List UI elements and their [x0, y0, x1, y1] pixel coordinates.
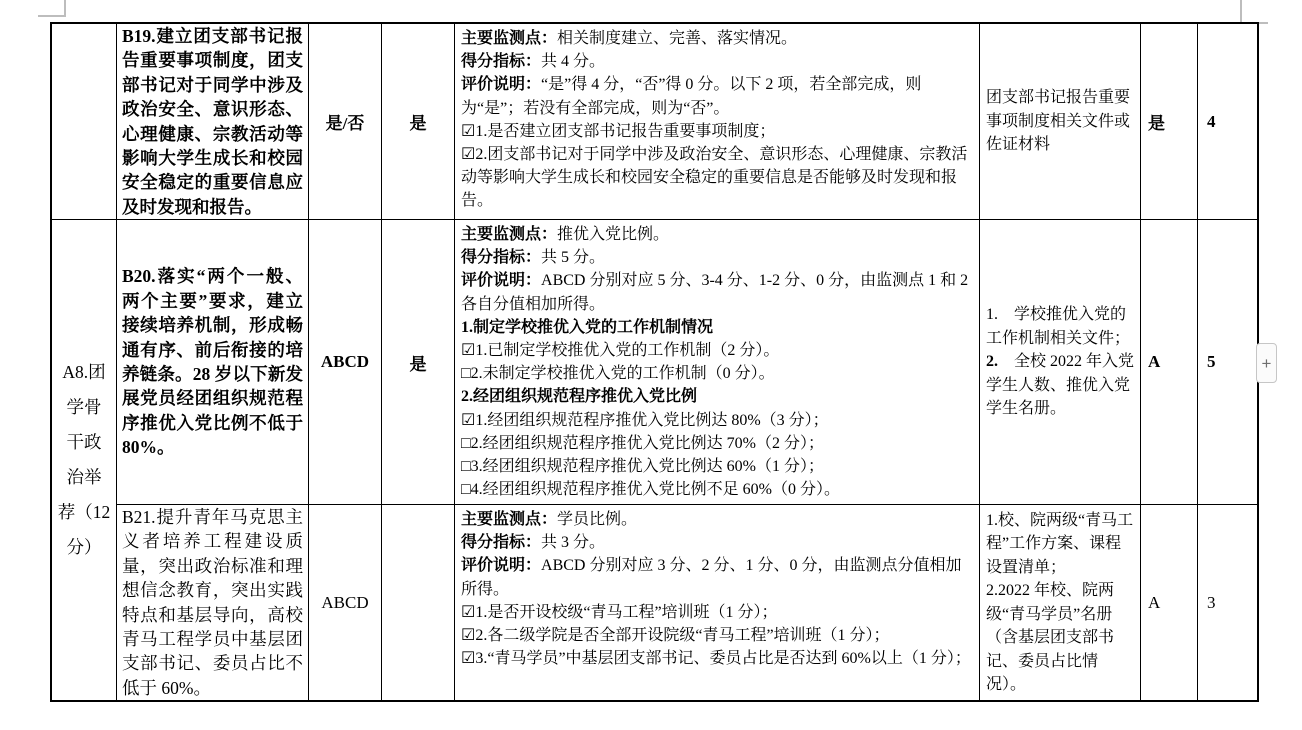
grade-cell-b21: A	[1141, 505, 1198, 700]
materials-cell-b21	[980, 505, 1141, 700]
detail-line	[461, 120, 976, 143]
detail-line-text: 共 5 分。	[541, 249, 606, 267]
answer-type-cell-b20: ABCD	[309, 220, 382, 505]
monitoring-detail-cell-b19	[455, 24, 980, 220]
materials-line-text: 1. 学校推优入党的工作机制相关文件；	[986, 306, 1131, 347]
page-corner-mark-top-left	[38, 15, 66, 17]
detail-lines-b20	[461, 223, 976, 501]
detail-line-label: 评价说明：	[461, 557, 542, 575]
detail-lines-b21	[461, 508, 976, 670]
detail-line	[461, 27, 976, 50]
detail-line	[461, 362, 976, 385]
category-label-line: 分）	[66, 537, 102, 557]
detail-line-text: 相关制度建立、完善、落实情况。	[557, 30, 798, 47]
detail-line	[461, 478, 976, 501]
category-label-line: 荐（12	[57, 502, 111, 522]
detail-line	[461, 223, 976, 246]
page-corner-mark-top-left	[64, 0, 66, 16]
score-cell-b19: 4	[1198, 24, 1257, 220]
materials-lines-b20	[986, 303, 1134, 421]
detail-line-label: 得分指标：	[461, 53, 542, 71]
criteria-text-b21: B21.提升青年马克思主义者培养工程建设质量，突出政治标准和理想信念教育，突出实践特点和基层导向，高校青马工程学员中基层团支部书记、委员占比不低于 60%。	[122, 506, 303, 698]
category-label-line: 治举	[66, 467, 102, 487]
materials-line-text: 2.2022 年校、院两级“青马学员”名册（含基层团支部书记、委员占比情况）。	[986, 582, 1115, 693]
detail-line	[461, 269, 976, 315]
detail-line-label: 主要监测点：	[461, 226, 558, 243]
detail-line-text: 学员比例。	[557, 511, 638, 528]
criteria-cell-b19	[117, 24, 309, 220]
criteria-text-b20: B20.落实“两个一般、两个主要”要求，建立接续培养机制，形成畅通有序、前后衔接的培养链条。28 岁以下新发展党员经团组织规范程序推优入党比例不低于80%。	[122, 266, 303, 458]
materials-lines-b19	[986, 86, 1134, 157]
monitoring-detail-cell-b21	[455, 505, 980, 700]
detail-line	[461, 624, 976, 647]
detail-line	[461, 554, 976, 600]
detail-line	[461, 339, 976, 362]
detail-line-label: 1.制定学校推优入党的工作机制情况	[461, 318, 714, 336]
insert-row-button[interactable]	[1256, 343, 1277, 383]
detail-line-label: 评价说明：	[461, 76, 542, 94]
evaluation-table	[50, 22, 1259, 702]
materials-line	[986, 579, 1134, 697]
score-cell-b21: 3	[1207, 592, 1216, 612]
materials-line	[986, 86, 1134, 157]
detail-line-text: ☑1.已制定学校推优入党的工作机制（2 分）。	[461, 342, 780, 360]
detail-line-text: ☑2.团支部书记对于同学中涉及政治安全、意识形态、心理健康、宗教活动等影响大学生成长和校园安全稳定的重要信息是否能够及时发现和报告。	[461, 146, 968, 210]
category-label-line: 干政	[66, 432, 102, 452]
detail-line-text: ☑1.是否开设校级“青马工程”培训班（1 分）；	[461, 603, 778, 621]
detail-line-text: 共 3 分。	[541, 534, 606, 552]
detail-line-text: 共 4 分。	[541, 53, 606, 71]
detail-line	[461, 432, 976, 455]
detail-line-text: 推优入党比例。	[557, 226, 670, 243]
grade-cell-b19: 是	[1141, 24, 1198, 220]
detail-line-label: 得分指标：	[461, 249, 542, 267]
detail-line	[461, 50, 976, 73]
self-assessment-cell-b21	[382, 505, 455, 700]
detail-line-text: ☑1.经团组织规范程序推优入党比例达 80%（3 分）；	[461, 411, 829, 429]
self-assessment-cell-b19: 是	[382, 24, 455, 220]
materials-line-text: 团支部书记报告重要事项制度相关文件或佐证材料	[986, 89, 1131, 154]
materials-line-text: 全校 2022 年入党学生人数、推优入党学生名册。	[986, 353, 1135, 418]
plus-icon: +	[1261, 353, 1272, 373]
detail-line-text: ☑3.“青马学员”中基层团支部书记、委员占比是否达到 60%以上（1 分）；	[461, 650, 971, 668]
detail-line-text: □2.经团组织规范程序推优入党比例达 70%（2 分）；	[461, 434, 824, 452]
detail-line-label: 主要监测点：	[461, 511, 558, 528]
detail-line	[461, 455, 976, 478]
criteria-cell-b21	[117, 505, 309, 700]
detail-line-text: ☑2.各二级学院是否全部开设院级“青马工程”培训班（1 分）；	[461, 627, 890, 645]
detail-line-text: ☑1.是否建立团支部书记报告重要事项制度；	[461, 122, 776, 140]
detail-line-label: 评价说明：	[461, 272, 542, 290]
materials-line	[986, 303, 1134, 350]
detail-line-text: □4.经团组织规范程序推优入党比例不足 60%（0 分）。	[461, 481, 840, 499]
detail-line-text: ABCD 分别对应 5 分、3-4 分、1-2 分、0 分，由监测点 1 和 2 各自分值相加所得。	[461, 272, 969, 313]
detail-line	[461, 73, 976, 119]
detail-line	[461, 647, 976, 670]
criteria-cell-b20	[117, 220, 309, 505]
materials-cell-b19	[980, 24, 1141, 220]
detail-line-text: “是”得 4 分，“否”得 0 分。以下 2 项，若全部完成，则为“是”；若没有全部完成，则为“否”。	[461, 76, 922, 117]
detail-line-text: □3.经团组织规范程序推优入党比例达 60%（1 分）；	[461, 458, 824, 476]
materials-line	[986, 509, 1134, 580]
detail-line	[461, 385, 976, 408]
detail-line-label: 主要监测点：	[461, 30, 558, 47]
answer-type-cell-b19: 是/否	[309, 24, 382, 220]
detail-line	[461, 143, 976, 213]
detail-line-label: 得分指标：	[461, 534, 542, 552]
detail-lines-b19	[461, 27, 976, 213]
detail-line-label: 2.经团组织规范程序推优入党比例	[461, 388, 698, 406]
detail-line	[461, 508, 976, 531]
detail-line	[461, 409, 976, 432]
materials-cell-b20	[980, 220, 1141, 505]
materials-line	[986, 350, 1134, 421]
category-label-line: 学骨	[66, 397, 102, 417]
detail-line	[461, 316, 976, 339]
category-label	[58, 355, 111, 565]
detail-line	[461, 246, 976, 269]
materials-line-label: 2.	[986, 353, 998, 371]
page-corner-mark-top-right	[1240, 0, 1242, 23]
self-assessment-cell-b20: 是	[382, 220, 455, 505]
detail-line-text: □2.未制定学校推优入党的工作机制（0 分）。	[461, 365, 775, 383]
score-cell-b20: 5	[1198, 220, 1257, 505]
detail-line	[461, 601, 976, 624]
detail-line	[461, 531, 976, 554]
materials-line-text: 1.校、院两级“青马工程”工作方案、课程设置清单；	[986, 511, 1134, 576]
category-cell-a8	[52, 220, 117, 700]
detail-line-text: ABCD 分别对应 3 分、2 分、1 分、0 分，由监测点分值相加所得。	[461, 557, 962, 598]
answer-type-cell-b21: ABCD	[309, 505, 382, 700]
category-label-line: A8.团	[62, 362, 106, 382]
category-cell-empty	[52, 24, 117, 220]
criteria-text-b19: B19.建立团支部书记报告重要事项制度，团支部书记对于同学中涉及政治安全、意识形态、心理健康、宗教活动等影响大学生成长和校园安全稳定的重要信息应及时发现和报告。	[122, 25, 303, 217]
monitoring-detail-cell-b20	[455, 220, 980, 505]
materials-lines-b21	[986, 509, 1134, 697]
grade-cell-b20: A	[1141, 220, 1198, 505]
